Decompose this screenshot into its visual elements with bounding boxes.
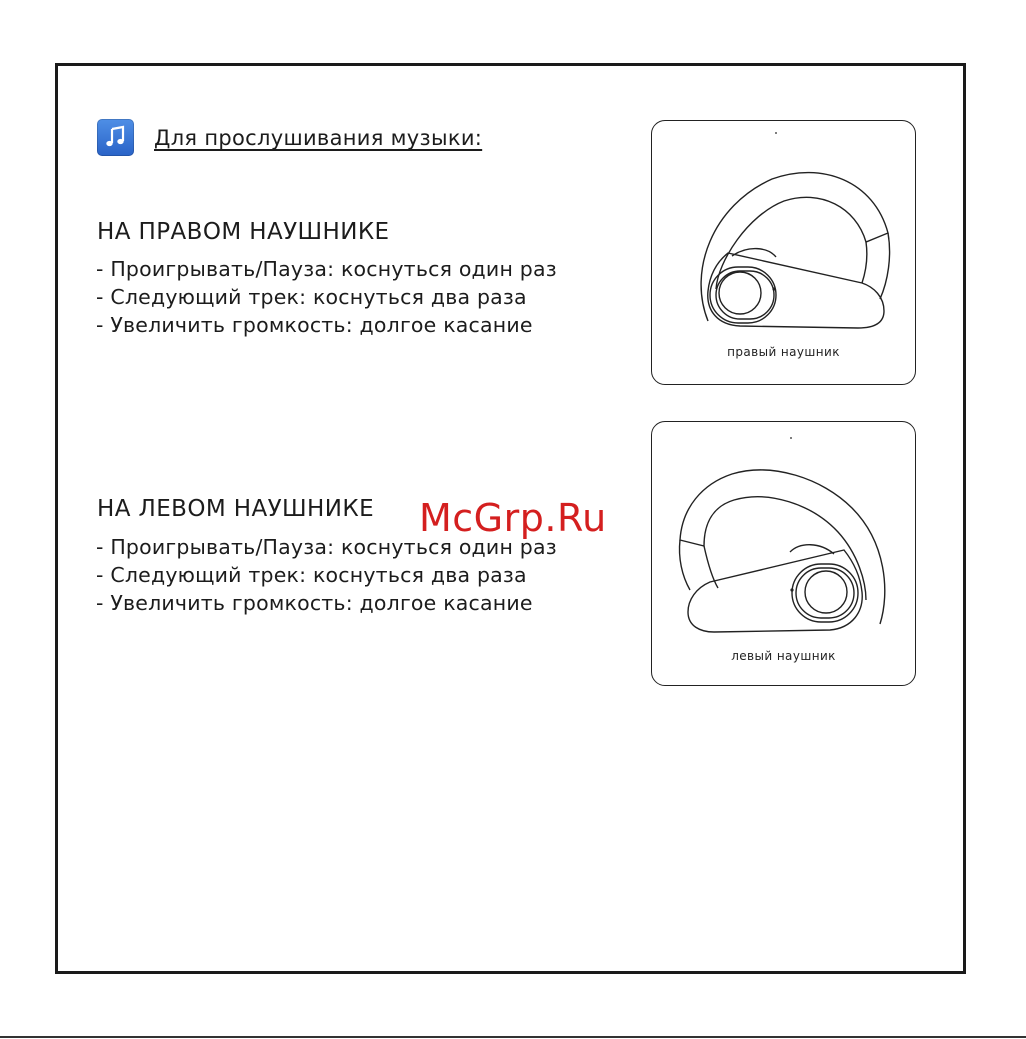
- left-earbud-title: НА ЛЕВОМ НАУШНИКЕ: [97, 496, 375, 522]
- bottom-rule: [0, 1036, 1026, 1038]
- right-earbud-line-play: - Проигрывать/Пауза: коснуться один раз: [96, 257, 557, 281]
- watermark: McGrp.Ru: [419, 496, 607, 540]
- left-earbud-line-volume: - Увеличить громкость: долгое касание: [96, 591, 533, 615]
- music-note-icon: [97, 119, 134, 156]
- left-earbud-line-next: - Следующий трек: коснуться два раза: [96, 563, 527, 587]
- right-earbud-title: НА ПРАВОМ НАУШНИКЕ: [97, 219, 390, 245]
- right-earbud-line-next: - Следующий трек: коснуться два раза: [96, 285, 527, 309]
- left-earbud-card: [651, 421, 916, 686]
- music-heading: Для прослушивания музыки:: [154, 126, 483, 150]
- left-earbud-caption: левый наушник: [731, 649, 836, 663]
- right-earbud-card: [651, 120, 916, 385]
- right-earbud-line-volume: - Увеличить громкость: долгое касание: [96, 313, 533, 337]
- right-earbud-caption: правый наушник: [727, 345, 840, 359]
- left-earbud-illustration: [652, 422, 915, 685]
- left-earbud-line-play: - Проигрывать/Пауза: коснуться один раз: [96, 535, 557, 559]
